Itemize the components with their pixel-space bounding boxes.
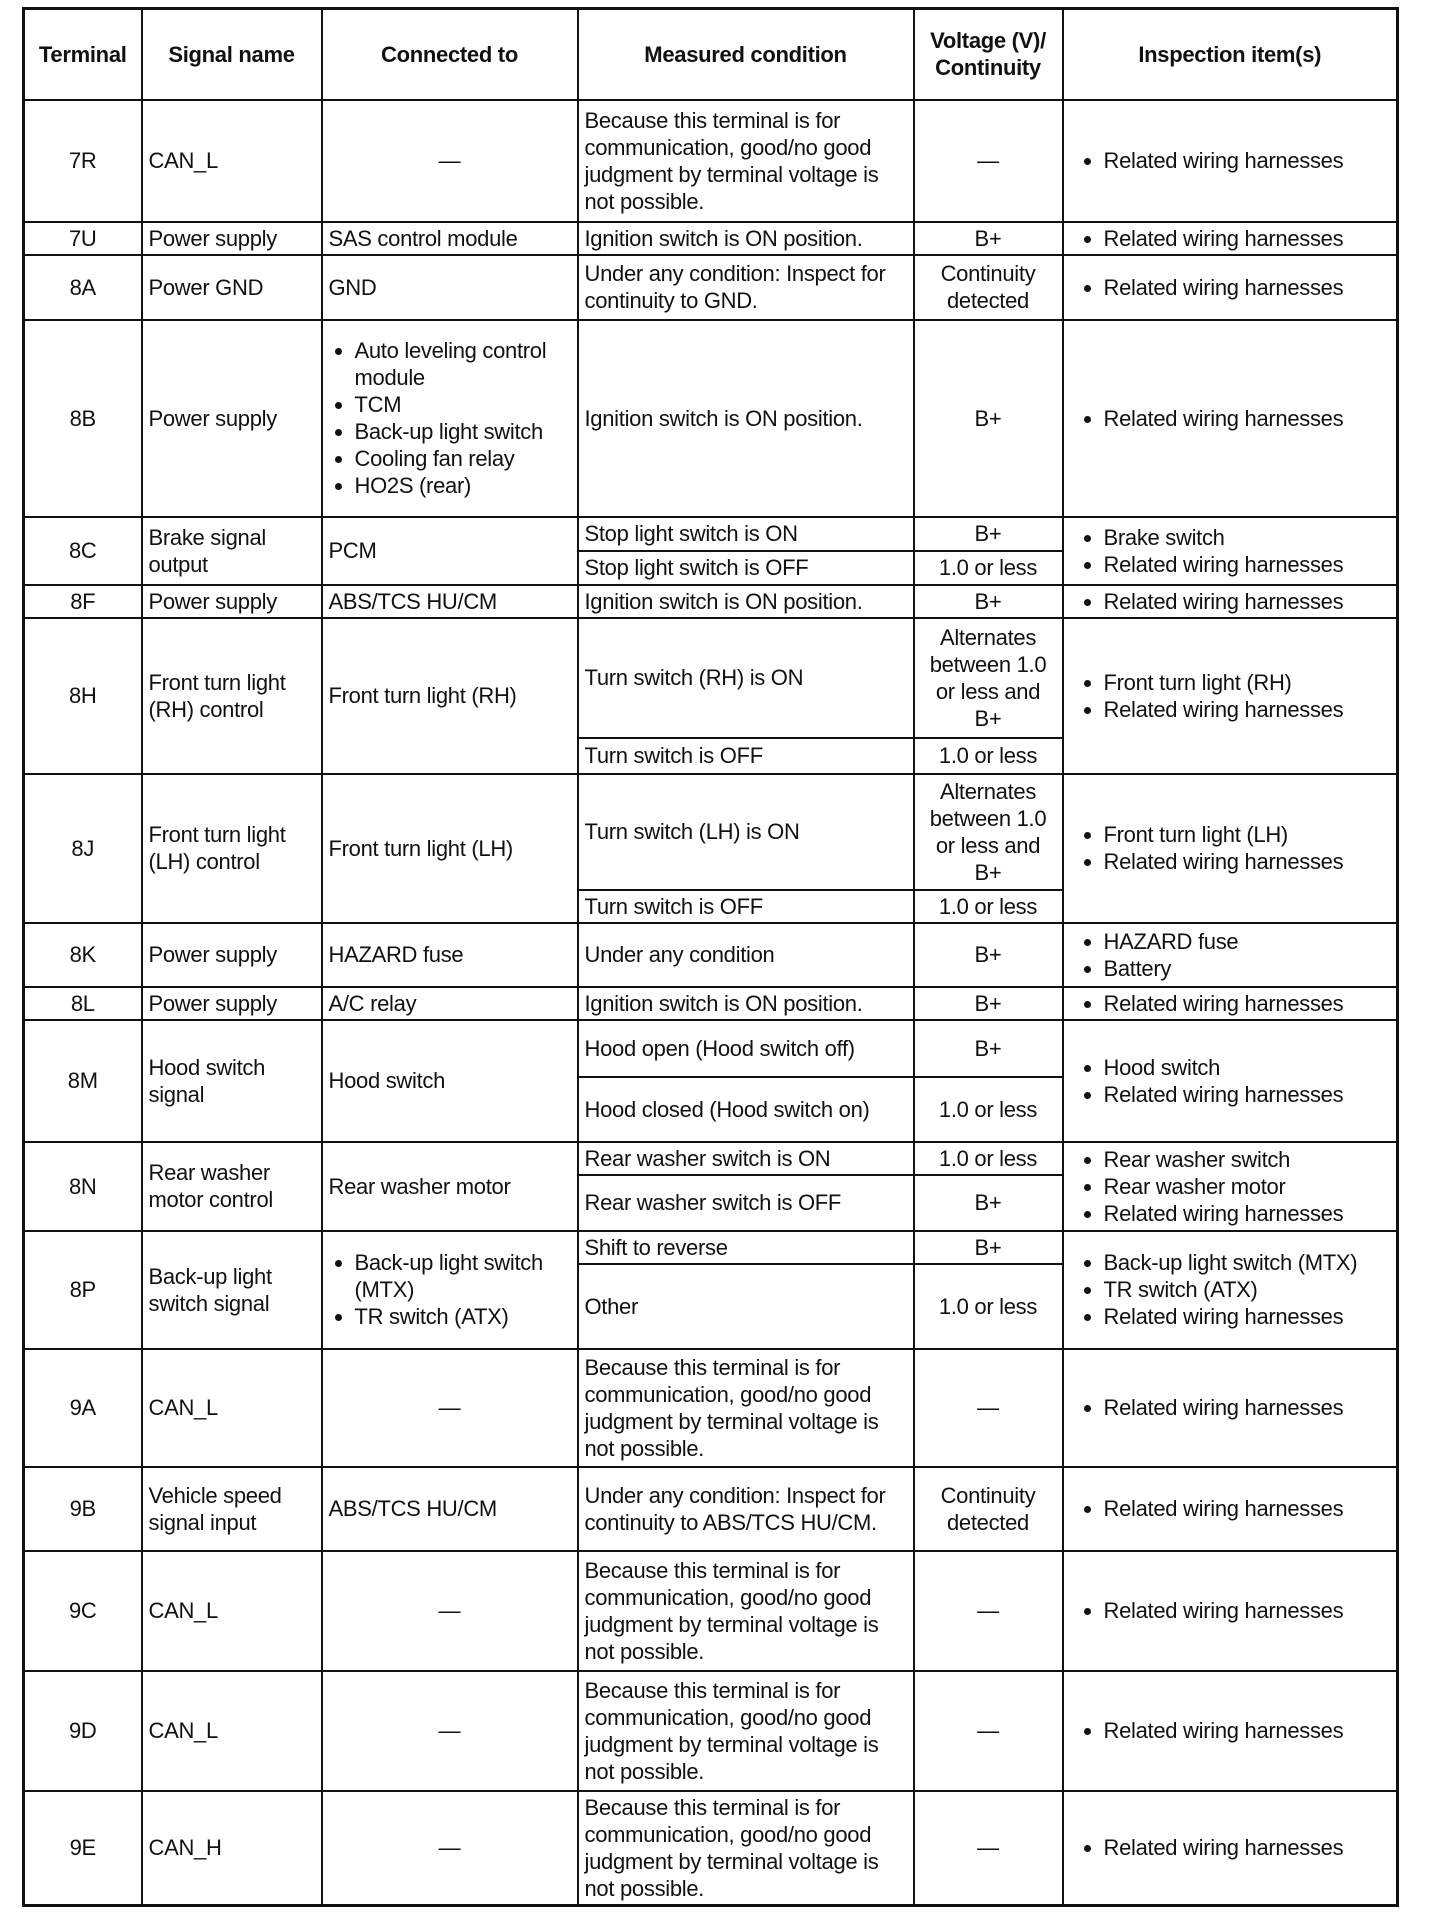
table-row [24,255,1398,320]
terminal-cell: 8B [24,320,142,517]
inspection-list [1070,588,1391,615]
table-row [24,585,1398,618]
table-row [24,987,1398,1020]
inspection-item: Front turn light (LH) [1104,821,1391,848]
table-row [24,1142,1398,1175]
connected-to-cell: — [322,1349,578,1467]
inspection-cell [1063,1142,1398,1231]
connected-to-cell: ABS/TCS HU/CM [322,585,578,618]
inspection-list [1070,1249,1391,1330]
inspection-list [1070,1597,1391,1624]
signal-name-cell: Power GND [142,255,322,320]
table-row [24,774,1398,890]
terminal-cell: 8L [24,987,142,1020]
connected-to-item: Back-up light switch (MTX) [355,1249,571,1303]
signal-name-cell: CAN_H [142,1791,322,1906]
voltage-cell: B+ [914,320,1063,517]
terminal-cell: 8P [24,1231,142,1349]
inspection-item: Back-up light switch (MTX) [1104,1249,1391,1276]
inspection-cell [1063,774,1398,923]
terminal-inspection-table [22,7,1399,1907]
inspection-item: Related wiring harnesses [1104,1495,1391,1522]
table-row [24,1671,1398,1791]
measured-condition-cell: Hood open (Hood switch off) [578,1020,914,1077]
connected-to-cell: GND [322,255,578,320]
connected-to-cell: — [322,1671,578,1791]
table-row [24,1467,1398,1551]
terminal-cell: 7R [24,100,142,222]
voltage-cell: B+ [914,517,1063,551]
voltage-cell: B+ [914,222,1063,255]
signal-name-cell: CAN_L [142,1551,322,1671]
terminal-cell: 9E [24,1791,142,1906]
header-row [24,9,1398,100]
inspection-list [1070,928,1391,982]
inspection-list [1070,1054,1391,1108]
header-signal-name: Signal name [142,9,322,100]
inspection-item: Battery [1104,955,1391,982]
inspection-cell [1063,585,1398,618]
voltage-cell: B+ [914,1175,1063,1231]
table-row [24,1020,1398,1077]
inspection-item: Related wiring harnesses [1104,696,1391,723]
voltage-cell: B+ [914,1020,1063,1077]
measured-condition-cell: Hood closed (Hood switch on) [578,1077,914,1142]
voltage-cell: — [914,1791,1063,1906]
signal-name-cell: Back-up light switch signal [142,1231,322,1349]
inspection-cell [1063,222,1398,255]
signal-name-cell: CAN_L [142,1671,322,1791]
connected-to-cell: ABS/TCS HU/CM [322,1467,578,1551]
inspection-item: Related wiring harnesses [1104,588,1391,615]
inspection-list [1070,669,1391,723]
connected-to-cell: SAS control module [322,222,578,255]
signal-name-cell: Hood switch signal [142,1020,322,1142]
connected-to-item: HO2S (rear) [355,472,571,499]
voltage-cell: Continuity detected [914,255,1063,320]
connected-to-cell: — [322,100,578,222]
measured-condition-cell: Ignition switch is ON position. [578,320,914,517]
voltage-cell: — [914,1551,1063,1671]
voltage-cell: Alternates between 1.0 or less and B+ [914,618,1063,738]
signal-name-cell: Power supply [142,987,322,1020]
signal-name-cell: Brake signal output [142,517,322,585]
inspection-cell [1063,1231,1398,1349]
voltage-cell: — [914,100,1063,222]
inspection-cell [1063,320,1398,517]
connected-to-cell [322,320,578,517]
inspection-list [1070,1394,1391,1421]
inspection-item: Related wiring harnesses [1104,1200,1391,1227]
table-row [24,1231,1398,1264]
voltage-cell: — [914,1349,1063,1467]
voltage-cell: B+ [914,923,1063,987]
voltage-cell: 1.0 or less [914,738,1063,774]
connected-to-cell: PCM [322,517,578,585]
measured-condition-cell: Rear washer switch is OFF [578,1175,914,1231]
table-row [24,517,1398,551]
measured-condition-cell: Stop light switch is OFF [578,551,914,585]
inspection-item: Rear washer switch [1104,1146,1391,1173]
inspection-list [1070,524,1391,578]
measured-condition-cell: Because this terminal is for communication, good/no good judgment by terminal voltage is not possible. [578,1791,914,1906]
signal-name-cell: Vehicle speed signal input [142,1467,322,1551]
signal-name-cell: Power supply [142,923,322,987]
signal-name-cell: Power supply [142,222,322,255]
inspection-cell [1063,100,1398,222]
header-terminal: Terminal [24,9,142,100]
voltage-cell: B+ [914,1231,1063,1264]
terminal-cell: 8J [24,774,142,923]
inspection-cell [1063,1467,1398,1551]
voltage-cell: Continuity detected [914,1467,1063,1551]
measured-condition-cell: Because this terminal is for communication, good/no good judgment by terminal voltage is not possible. [578,1551,914,1671]
inspection-item: Related wiring harnesses [1104,1597,1391,1624]
table-row [24,1791,1398,1906]
signal-name-cell: Rear washer motor control [142,1142,322,1231]
signal-name-cell: Front turn light (RH) control [142,618,322,774]
inspection-list [1070,1495,1391,1522]
connected-to-cell: HAZARD fuse [322,923,578,987]
connected-to-item: Back-up light switch [355,418,571,445]
terminal-cell: 8M [24,1020,142,1142]
inspection-list [1070,147,1391,174]
connected-to-cell: Rear washer motor [322,1142,578,1231]
connected-to-list [329,337,571,499]
voltage-cell: B+ [914,585,1063,618]
table-row [24,320,1398,517]
measured-condition-cell: Turn switch is OFF [578,890,914,923]
inspection-list [1070,225,1391,252]
connected-to-item: Auto leveling control module [355,337,571,391]
voltage-cell: 1.0 or less [914,551,1063,585]
signal-name-cell: Front turn light (LH) control [142,774,322,923]
measured-condition-cell: Under any condition [578,923,914,987]
terminal-cell: 8K [24,923,142,987]
measured-condition-cell: Ignition switch is ON position. [578,222,914,255]
inspection-item: Related wiring harnesses [1104,274,1391,301]
inspection-item: Related wiring harnesses [1104,1717,1391,1744]
inspection-list [1070,990,1391,1017]
inspection-item: Related wiring harnesses [1104,147,1391,174]
header-measured-condition: Measured condition [578,9,914,100]
connected-to-list [329,1249,571,1330]
voltage-cell: Alternates between 1.0 or less and B+ [914,774,1063,890]
inspection-item: Related wiring harnesses [1104,1834,1391,1861]
measured-condition-cell: Shift to reverse [578,1231,914,1264]
inspection-item: Related wiring harnesses [1104,1394,1391,1421]
measured-condition-cell: Under any condition: Inspect for continuity to GND. [578,255,914,320]
inspection-cell [1063,1020,1398,1142]
table-row [24,923,1398,987]
measured-condition-cell: Turn switch (RH) is ON [578,618,914,738]
inspection-list [1070,821,1391,875]
table-row [24,1349,1398,1467]
inspection-item: TR switch (ATX) [1104,1276,1391,1303]
inspection-cell [1063,1671,1398,1791]
inspection-cell [1063,618,1398,774]
header-connected-to: Connected to [322,9,578,100]
terminal-cell: 9D [24,1671,142,1791]
measured-condition-cell: Turn switch is OFF [578,738,914,774]
inspection-list [1070,274,1391,301]
inspection-item: Related wiring harnesses [1104,1081,1391,1108]
measured-condition-cell: Under any condition: Inspect for continuity to ABS/TCS HU/CM. [578,1467,914,1551]
inspection-item: Hood switch [1104,1054,1391,1081]
inspection-list [1070,1146,1391,1227]
inspection-cell [1063,1551,1398,1671]
terminal-cell: 9B [24,1467,142,1551]
measured-condition-cell: Turn switch (LH) is ON [578,774,914,890]
terminal-cell: 8F [24,585,142,618]
connected-to-cell: — [322,1791,578,1906]
measured-condition-cell: Ignition switch is ON position. [578,987,914,1020]
terminal-cell: 8C [24,517,142,585]
inspection-list [1070,405,1391,432]
measured-condition-cell: Other [578,1264,914,1349]
voltage-cell: 1.0 or less [914,1077,1063,1142]
inspection-item: Related wiring harnesses [1104,848,1391,875]
connected-to-item: TR switch (ATX) [355,1303,571,1330]
table-row [24,1551,1398,1671]
inspection-item: HAZARD fuse [1104,928,1391,955]
terminal-cell: 8A [24,255,142,320]
measured-condition-cell: Ignition switch is ON position. [578,585,914,618]
terminal-cell: 8N [24,1142,142,1231]
voltage-cell: — [914,1671,1063,1791]
inspection-item: Related wiring harnesses [1104,1303,1391,1330]
measured-condition-cell: Because this terminal is for communication, good/no good judgment by terminal voltage is not possible. [578,1671,914,1791]
inspection-item: Related wiring harnesses [1104,990,1391,1017]
table-row [24,100,1398,222]
voltage-cell: B+ [914,987,1063,1020]
signal-name-cell: Power supply [142,585,322,618]
terminal-cell: 9A [24,1349,142,1467]
connected-to-cell [322,1231,578,1349]
inspection-item: Front turn light (RH) [1104,669,1391,696]
measured-condition-cell: Rear washer switch is ON [578,1142,914,1175]
measured-condition-cell: Because this terminal is for communication, good/no good judgment by terminal voltage is not possible. [578,1349,914,1467]
signal-name-cell: CAN_L [142,100,322,222]
inspection-item: Rear washer motor [1104,1173,1391,1200]
terminal-cell: 8H [24,618,142,774]
header-voltage-continuity: Voltage (V)/ Continuity [914,9,1063,100]
voltage-cell: 1.0 or less [914,890,1063,923]
connected-to-item: TCM [355,391,571,418]
header-inspection-items: Inspection item(s) [1063,9,1398,100]
connected-to-cell: — [322,1551,578,1671]
inspection-cell [1063,517,1398,585]
table-row [24,618,1398,738]
inspection-cell [1063,255,1398,320]
connected-to-cell: Hood switch [322,1020,578,1142]
signal-name-cell: CAN_L [142,1349,322,1467]
inspection-cell [1063,1349,1398,1467]
inspection-item: Related wiring harnesses [1104,405,1391,432]
inspection-list [1070,1834,1391,1861]
inspection-item: Brake switch [1104,524,1391,551]
voltage-cell: 1.0 or less [914,1142,1063,1175]
inspection-item: Related wiring harnesses [1104,225,1391,252]
connected-to-cell: A/C relay [322,987,578,1020]
measured-condition-cell: Because this terminal is for communication, good/no good judgment by terminal voltage is not possible. [578,100,914,222]
table-row [24,222,1398,255]
connected-to-cell: Front turn light (RH) [322,618,578,774]
signal-name-cell: Power supply [142,320,322,517]
inspection-item: Related wiring harnesses [1104,551,1391,578]
connected-to-cell: Front turn light (LH) [322,774,578,923]
inspection-cell [1063,1791,1398,1906]
measured-condition-cell: Stop light switch is ON [578,517,914,551]
inspection-cell [1063,923,1398,987]
connected-to-item: Cooling fan relay [355,445,571,472]
voltage-cell: 1.0 or less [914,1264,1063,1349]
terminal-cell: 9C [24,1551,142,1671]
inspection-cell [1063,987,1398,1020]
terminal-cell: 7U [24,222,142,255]
inspection-list [1070,1717,1391,1744]
